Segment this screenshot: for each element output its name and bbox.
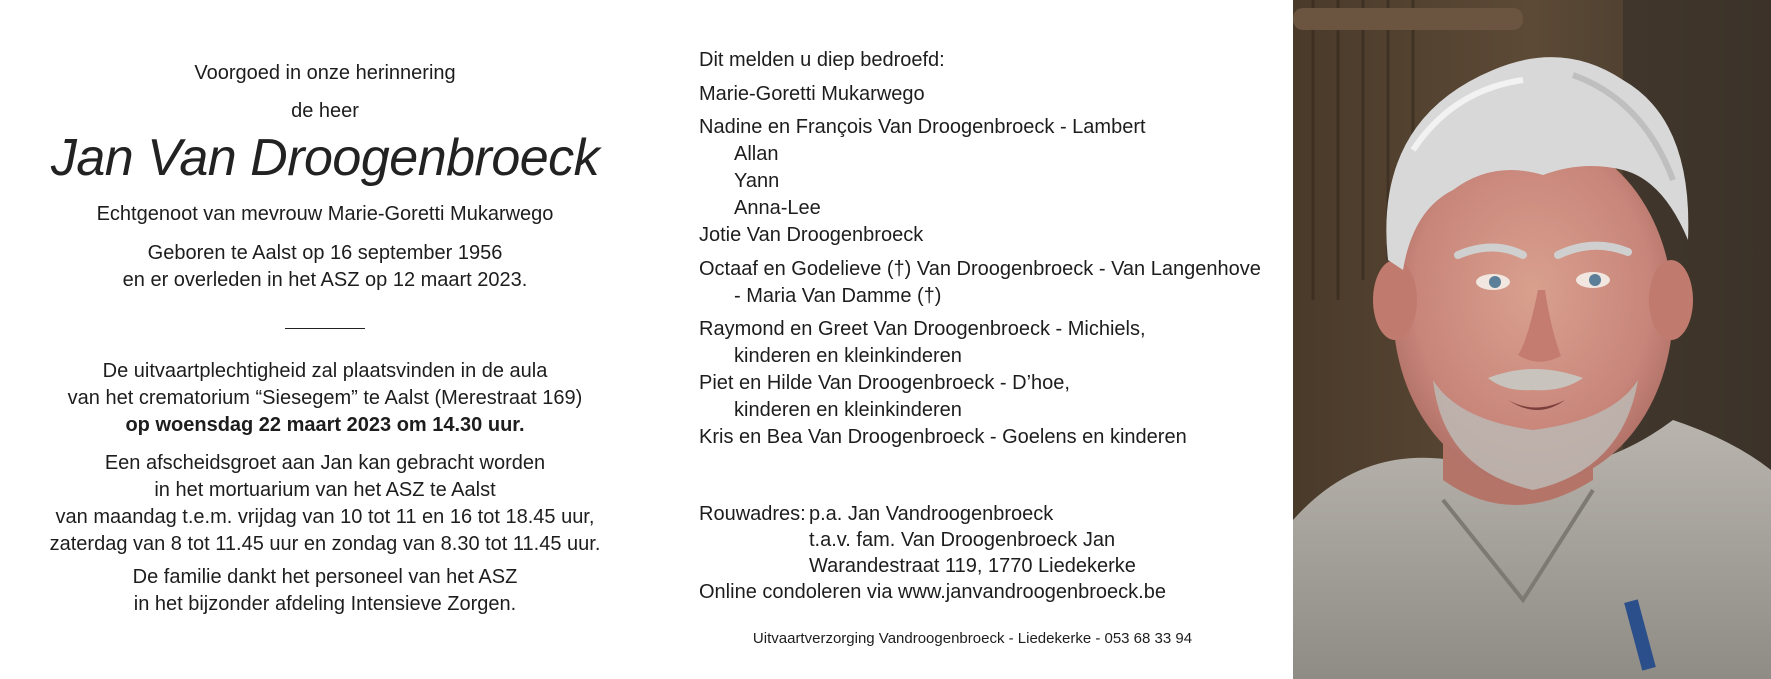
death-line: en er overleden in het ASZ op 12 maart 2023. — [122, 269, 528, 291]
father-line: - Maria Van Damme (†) — [734, 285, 942, 307]
funeral-home-footer: Uitvaartverzorging Vandroogenbroeck - Liedekerke - 053 68 33 94 — [752, 630, 1193, 647]
divider — [285, 328, 365, 329]
spouse-line: Echtgenoot van mevrouw Marie-Goretti Mukarwego — [96, 203, 554, 225]
sibling-line: Raymond en Greet Van Droogenbroeck - Michiels, — [699, 318, 1146, 340]
address-line: p.a. Jan Vandroogenbroeck — [809, 503, 1054, 525]
family-intro: Dit melden u diep bedroefd: — [699, 49, 945, 71]
ceremony-date: op woensdag 22 maart 2023 om 14.30 uur. — [125, 414, 525, 436]
intro-line: Voorgoed in onze herinnering — [194, 62, 456, 84]
address-line: Warandestraat 119, 1770 Liedekerke — [809, 555, 1136, 577]
child-line: Jotie Van Droogenbroeck — [699, 224, 924, 246]
deceased-name: Jan Van Droogenbroeck — [50, 129, 600, 187]
online-condolence-link[interactable]: Online condoleren via www.janvandroogenbroeck.be — [699, 581, 1166, 603]
portrait-photo — [1293, 0, 1771, 679]
sibling-line: kinderen en kleinkinderen — [734, 345, 962, 367]
farewell-line: zaterdag van 8 tot 11.45 uur en zondag van 8.30 tot 11.45 uur. — [49, 533, 601, 555]
address-line: t.a.v. fam. Van Droogenbroeck Jan — [809, 529, 1116, 551]
grandchild-line: Yann — [734, 170, 780, 192]
farewell-line: van maandag t.e.m. vrijdag van 10 tot 11 en 16 tot 18.45 uur, — [55, 506, 595, 528]
grandchild-line: Allan — [734, 143, 779, 165]
ceremony-line: De uitvaartplechtigheid zal plaatsvinden in de aula — [102, 360, 548, 382]
farewell-line: Een afscheidsgroet aan Jan kan gebracht worden — [104, 452, 546, 474]
grandchild-line: Anna-Lee — [734, 197, 821, 219]
ceremony-line: van het crematorium “Siesegem” te Aalst (Merestraat 169) — [67, 387, 583, 409]
spouse-name: Marie-Goretti Mukarwego — [699, 83, 925, 105]
thanks-line: De familie dankt het personeel van het ASZ — [132, 566, 518, 588]
sibling-line: Kris en Bea Van Droogenbroeck - Goelens en kinderen — [699, 426, 1187, 448]
thanks-line: in het bijzonder afdeling Intensieve Zorgen. — [133, 593, 517, 615]
father-line: Octaaf en Godelieve (†) Van Droogenbroeck - Van Langenhove — [699, 258, 1261, 280]
address-label: Rouwadres: — [699, 503, 806, 525]
child-line: Nadine en François Van Droogenbroeck - Lambert — [699, 116, 1146, 138]
farewell-line: in het mortuarium van het ASZ te Aalst — [154, 479, 496, 501]
sibling-line: Piet en Hilde Van Droogenbroeck - D’hoe, — [699, 372, 1070, 394]
birth-line: Geboren te Aalst op 16 september 1956 — [147, 242, 503, 264]
portrait-image — [1293, 0, 1771, 679]
honorific: de heer — [291, 100, 359, 122]
sibling-line: kinderen en kleinkinderen — [734, 399, 962, 421]
